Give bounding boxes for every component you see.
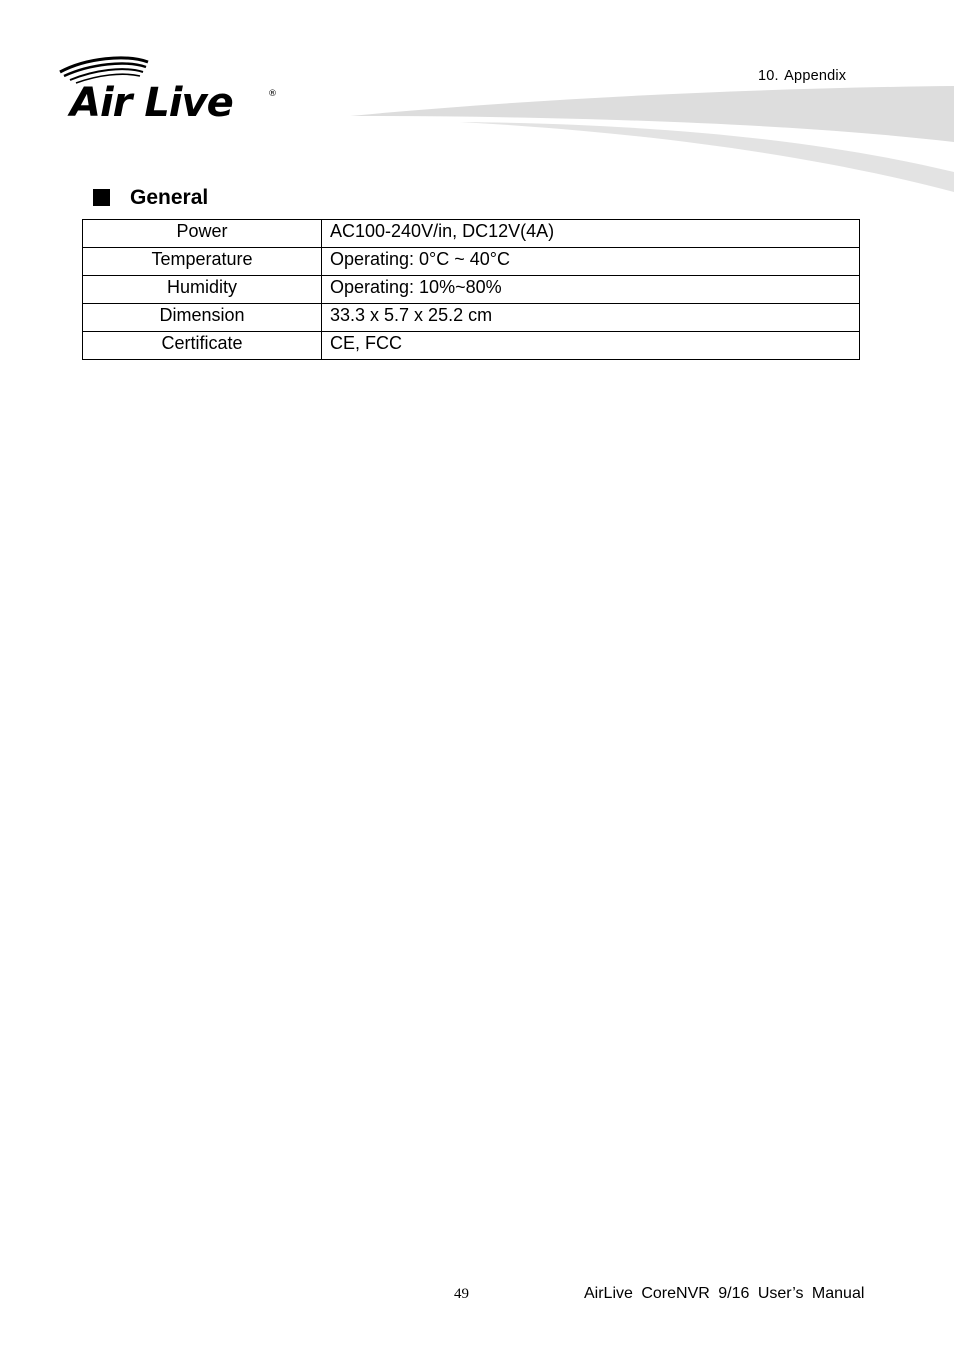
spec-table [82, 219, 860, 360]
spec-value: Operating: 10%~80% [322, 276, 860, 304]
spec-value: 33.3 x 5.7 x 25.2 cm [322, 304, 860, 332]
spec-label: Power [83, 220, 322, 248]
spec-label: Certificate [83, 332, 322, 360]
svg-text:Air Live: Air Live [70, 80, 233, 122]
spec-label: Dimension [83, 304, 322, 332]
spec-value: Operating: 0°C ~ 40°C [322, 248, 860, 276]
table-row [83, 276, 860, 304]
spec-label: Temperature [83, 248, 322, 276]
section-heading [93, 186, 208, 210]
header-swoosh-decoration [340, 80, 954, 200]
airlive-logo [56, 56, 282, 122]
spec-label: Humidity [83, 276, 322, 304]
svg-text:®: ® [268, 89, 277, 99]
table-row [83, 332, 860, 360]
chapter-label: 10. Appendix [758, 68, 847, 84]
spec-value: CE, FCC [322, 332, 860, 360]
page-number: 49 [454, 1286, 469, 1302]
table-row [83, 220, 860, 248]
manual-title: AirLive CoreNVR 9/16 User’s Manual [584, 1285, 865, 1302]
section-title: General [130, 186, 209, 209]
spec-value: AC100-240V/in, DC12V(4A) [322, 220, 860, 248]
square-bullet-icon [93, 189, 110, 206]
table-row [83, 248, 860, 276]
table-row [83, 304, 860, 332]
